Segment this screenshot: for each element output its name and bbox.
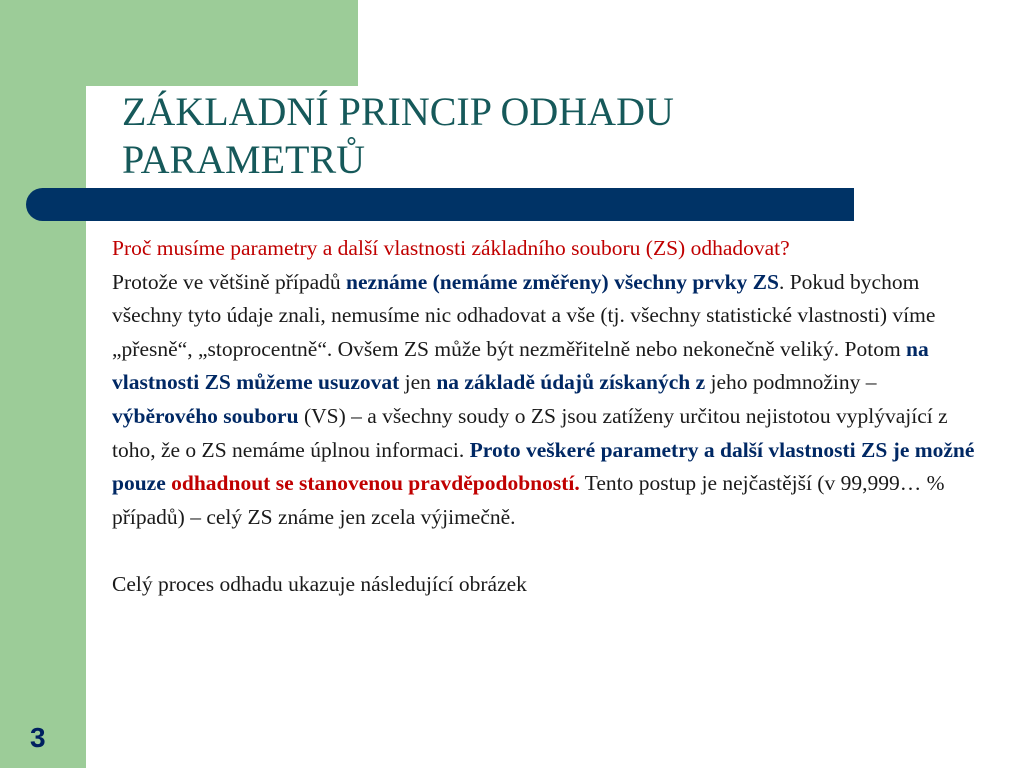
answer-text-4: jeho podmnožiny – [705,370,877,395]
slide-title-line2: PARAMETRŮ [122,137,366,182]
title-underline-bar [26,188,854,221]
answer-paragraph [112,266,982,535]
answer-text-1: Protože ve většině případů [112,269,347,294]
page-number: 3 [30,722,46,753]
left-accent-band [0,0,86,768]
answer-emphasis-5: Proto veškeré parametry a další vlastnosti ZS je možné pouze [112,437,975,496]
top-accent-band [86,0,358,86]
slide-body [112,232,982,602]
paragraph-spacer [112,534,982,568]
answer-emphasis-2: na vlastnosti ZS můžeme usuzovat [112,336,929,395]
slide-title-line1: ZÁKLADNÍ PRINCIP ODHADU [122,89,674,134]
answer-text-2: . Pokud bychom všechny tyto údaje znali, nemusíme nic odhadovat a vše (tj. všechny statistické vlastnosti) víme „přesně“, „stoprocentně“. Ovšem ZS může být nezměřitelně nebo nekonečně veliký. Potom [112,269,936,361]
answer-emphasis-red: odhadnout se stanovenou pravděpodobností. [171,471,580,496]
answer-text-6: Tento postup je nejčastější (v 99,999… % případů) – celý ZS známe jen zcela výjimečně. [112,471,945,529]
question-paragraph: Proč musíme parametry a další vlastnosti základního souboru (ZS) odhadovat? [112,236,790,260]
answer-text-5: (VS) – a všechny soudy o ZS jsou zatíženy určitou nejistotou vyplývající z toho, že o ZS nemáme úplnou informaci. [112,403,948,462]
answer-emphasis-1: neznáme (nemáme změřeny) všechny prvky ZS [346,269,779,294]
closing-paragraph: Celý proces odhadu ukazuje následující obrázek [112,571,527,596]
slide-title [122,88,842,184]
answer-emphasis-4: výběrového souboru [112,403,299,428]
answer-emphasis-3: na základě údajů získaných z [436,370,706,395]
answer-text-3: jen [399,370,437,395]
